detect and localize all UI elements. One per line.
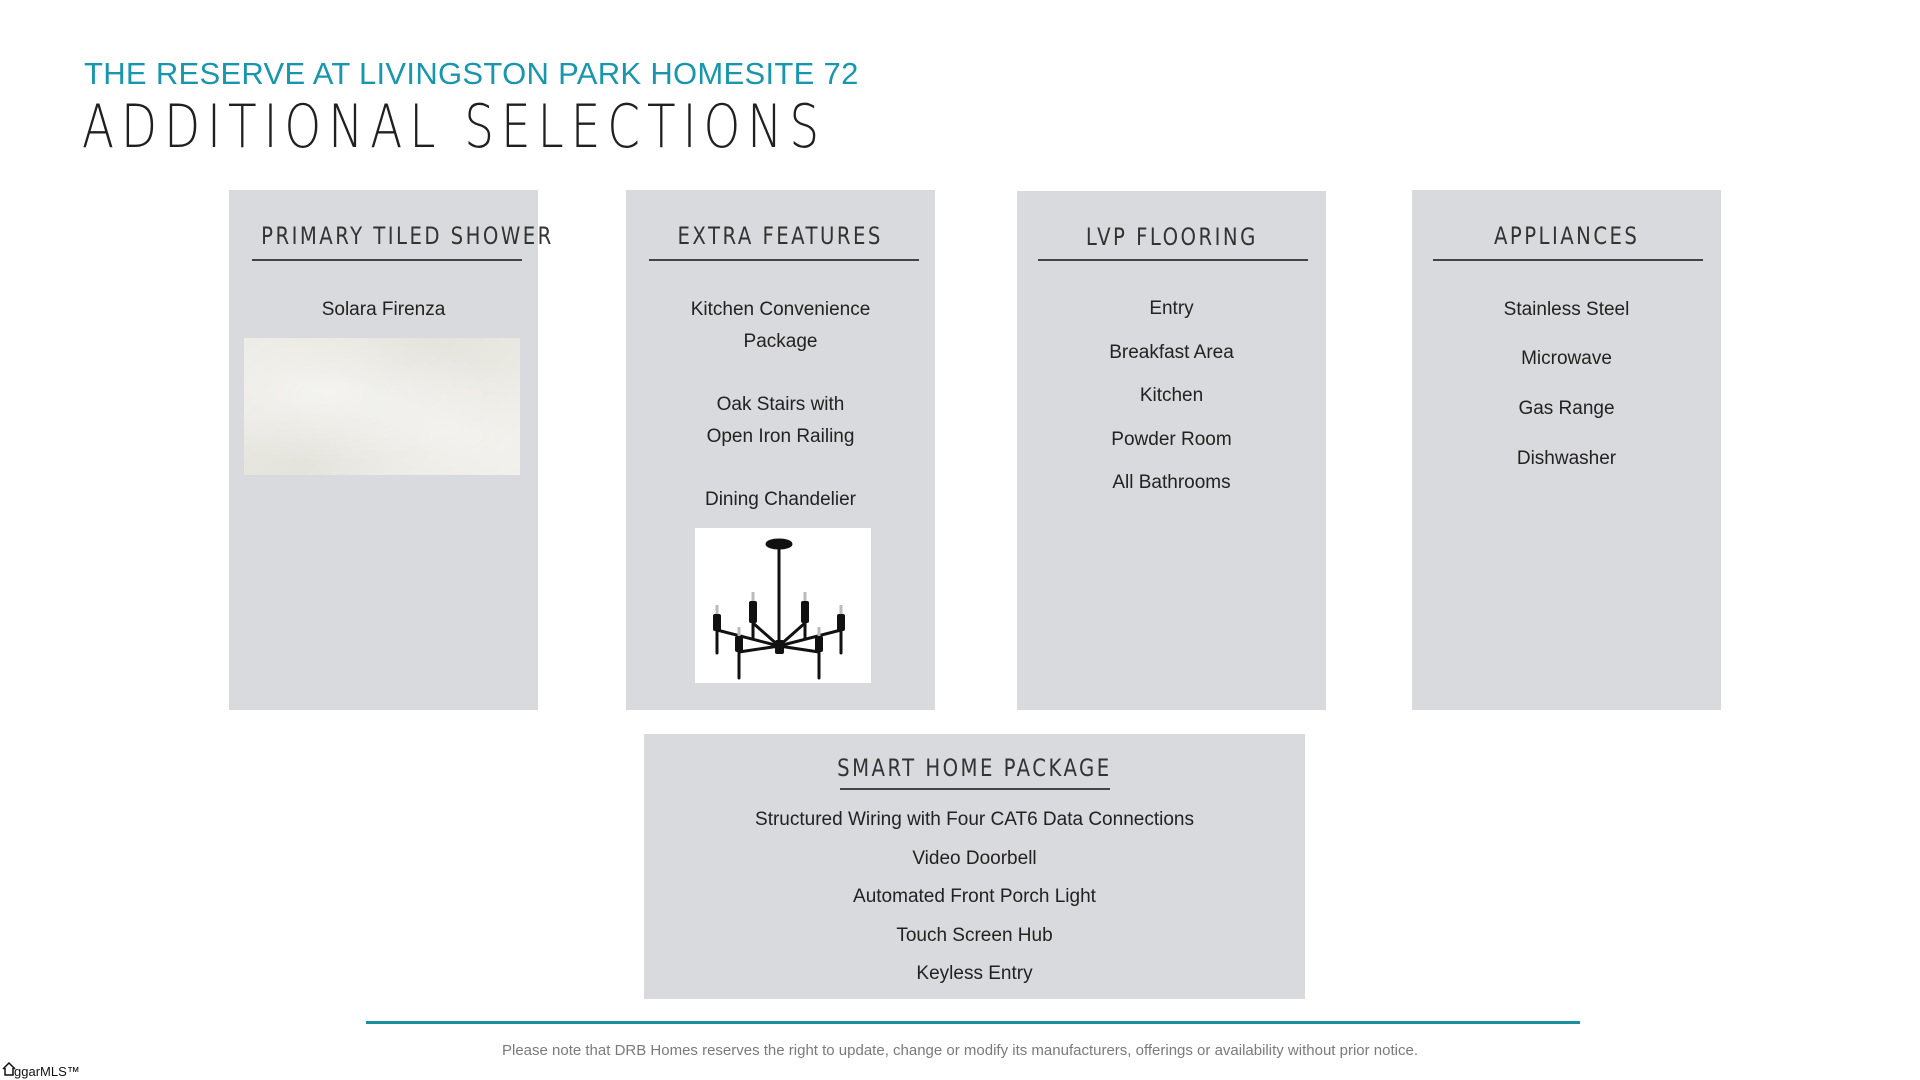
list-item: Open Iron Railing [706,426,855,447]
logo-text: ggarMLS™ [14,1064,80,1079]
list-item: Keyless Entry [916,963,1033,984]
list-item: Automated Front Porch Light [853,886,1096,907]
list-item: Powder Room [1111,429,1232,450]
heading-divider [840,788,1110,790]
heading-divider [1038,259,1308,261]
list-item: Kitchen [1139,385,1204,406]
heading-divider [1433,259,1703,261]
card-primary-tiled-shower [229,190,554,710]
card-heading: LVP FLOORING [1085,223,1258,251]
list-item: Breakfast Area [1109,342,1234,363]
card-heading: SMART HOME PACKAGE [837,754,1112,782]
disclaimer-text: Please note that DRB Homes reserves the right to update, change or modify its manufacturers, offerings or availability without prior notice. [501,1042,1418,1059]
list-item: Microwave [1521,348,1612,369]
house-logo-icon [2,1062,16,1076]
chandelier-icon [695,528,871,683]
card-smart-home-package [644,734,1305,999]
list-item: Video Doorbell [912,848,1037,869]
page-subtitle: THE RESERVE AT LIVINGSTON PARK HOMESITE 72 [84,56,859,91]
chandelier-image [695,528,871,683]
card-appliances [1412,190,1721,710]
heading-divider [649,259,919,261]
list-item: Dishwasher [1516,448,1617,469]
list-item: Gas Range [1518,398,1615,419]
footer-divider [366,1021,1580,1024]
list-item: Solara Firenza [321,299,446,320]
card-heading: EXTRA FEATURES [677,222,884,250]
heading-divider [252,259,522,261]
card-heading: APPLIANCES [1493,222,1640,250]
card-extra-features [626,190,935,710]
list-item: All Bathrooms [1112,472,1231,493]
tile-swatch-image [244,338,520,475]
list-item: Oak Stairs with [716,394,845,415]
card-heading: PRIMARY TILED SHOWER [261,222,554,250]
list-item: Touch Screen Hub [896,925,1053,946]
list-item: Kitchen Convenience [690,299,871,320]
list-item: Dining Chandelier [704,489,857,510]
list-item: Stainless Steel [1503,299,1630,320]
card-lvp-flooring [1017,191,1326,710]
list-item: Package [743,331,818,352]
list-item: Entry [1149,298,1194,319]
page-title: ADDITIONAL SELECTIONS [82,92,827,162]
list-item: Structured Wiring with Four CAT6 Data Connections [755,809,1194,830]
mls-logo [2,1064,80,1079]
